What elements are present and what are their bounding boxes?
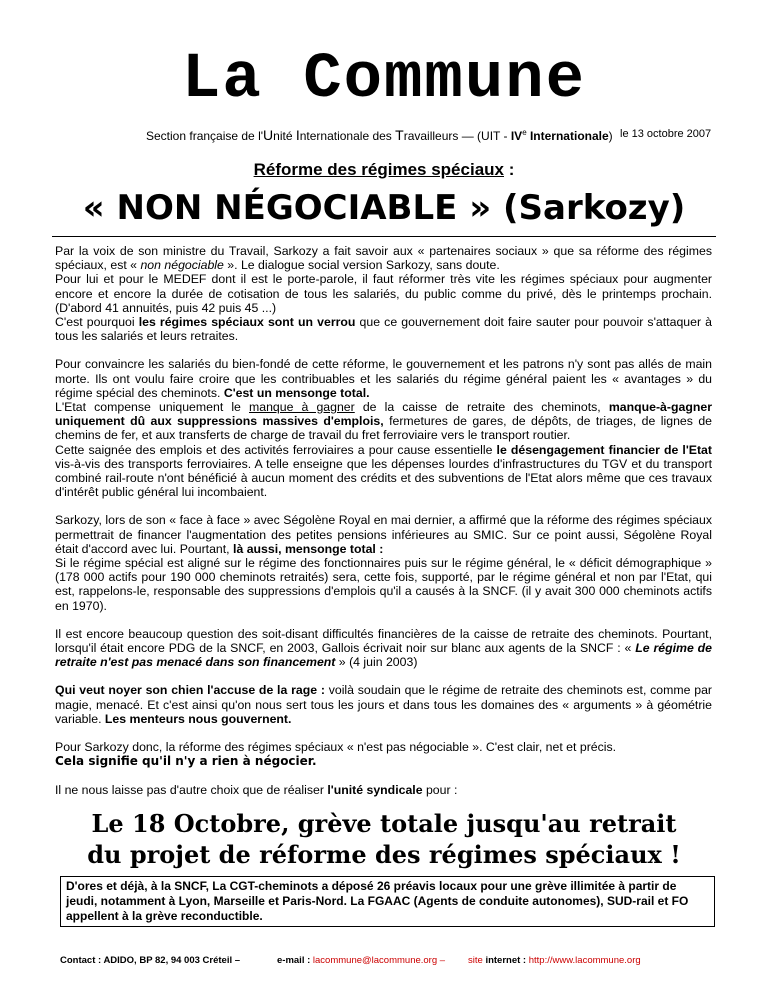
bold-text: les régimes spéciaux sont un verrou xyxy=(138,315,356,330)
text: C'est pourquoi xyxy=(55,315,139,330)
article-kicker xyxy=(0,160,768,180)
subtitle-text: Section française de l' xyxy=(146,129,264,143)
text: Par la voix de son ministre du Travail, Sarkozy a fait savoir aux « partenaires sociaux » que sa réforme des régimes spéciaux, est « xyxy=(55,244,712,273)
subtitle-sup: e xyxy=(522,128,527,137)
text: L'Etat compense uniquement le xyxy=(55,400,249,415)
text: fermetures de gares, de dépôts, de triages, de lignes de chemins de fer, et aux transferts de charge de travail du fret ferroviaire vers le transport routier. xyxy=(55,414,712,443)
black-text: Cela signifie qu'il n'y a rien à négocier. xyxy=(55,754,317,769)
site-link[interactable]: http://www.lacommune.org xyxy=(528,955,641,966)
bold-text: l'unité syndicale xyxy=(327,782,423,797)
footer-contact xyxy=(60,955,240,966)
bold-text: manque-à-gagner uniquement dû aux suppressions massives d'emplois, xyxy=(55,400,712,429)
paragraph-4 xyxy=(55,627,712,670)
bold-text: le désengagement financier de l'Etat xyxy=(496,442,712,457)
text: ». Le dialogue social version Sarkozy, sans doute. xyxy=(223,258,500,273)
text: que ce gouvernement doit faire sauter pour pouvoir s'attaquer à tous les salariés et leurs retraites. xyxy=(55,315,713,344)
subtitle-text: ravailleurs — (UIT - xyxy=(403,129,511,143)
site-label: site xyxy=(468,955,486,966)
paragraph-5 xyxy=(55,683,712,726)
subtitle-initial-i: I xyxy=(295,127,300,143)
paragraph-7 xyxy=(55,783,712,797)
headline-rule xyxy=(52,236,716,237)
text: pour : xyxy=(422,782,458,797)
text: Il est encore beaucoup question des soit-disant difficultés financières de la caisse de retraite des cheminots. Pourtant, lorsqu'il était encore PDG de la SNCF, en 2003, Gallois écrivait noir sur blanc aux agents de la SNCF : « xyxy=(55,626,712,656)
text: Il ne nous laisse pas d'autre choix que de réaliser xyxy=(55,782,328,797)
subtitle-text: nternationale des xyxy=(299,129,396,143)
strike-call-line-1: Le 18 Octobre, grève totale jusqu'au retrait xyxy=(91,809,677,838)
footer-email xyxy=(277,955,445,966)
text: vis-à-vis des transports ferroviaires. A telle enseigne que les dépenses lourdes d'infrastructures du TGV et du transport combiné rail-route n'ont bénéficié à aucun moment des crédits et des subventions de l'Etat alors même que ces travaux d'intérêt public général lui incombaient. xyxy=(55,456,712,500)
site-label-internet: internet : xyxy=(485,955,529,966)
emphasis-quote: Le régime de retraite n'est pas menacé dans son financement xyxy=(55,641,713,670)
emphasis: non négociable xyxy=(140,258,224,273)
subtitle-text: nité xyxy=(273,129,296,143)
strike-call-line-2: du projet de réforme des régimes spéciaux ! xyxy=(87,840,681,869)
bold-text: là aussi, mensonge total : xyxy=(233,541,384,556)
text: » (4 juin 2003) xyxy=(335,655,418,670)
paragraph-1 xyxy=(55,244,712,343)
contact-text: Contact : ADIDO, BP 82, 94 003 Créteil – xyxy=(60,955,241,966)
article-headline: « NON NÉGOCIABLE » (Sarkozy) xyxy=(82,188,686,228)
masthead-subtitle xyxy=(146,127,746,143)
strike-call xyxy=(0,808,768,870)
bold-text: C'est un mensonge total. xyxy=(223,385,370,400)
bold-text: Qui veut noyer son chien l'accuse de la rage : xyxy=(55,683,325,698)
subtitle-initial-u: U xyxy=(263,127,274,143)
text: voilà soudain que le régime de retraite des cheminots est, comme par magie, menacé. Et c'est ainsi qu'on nous sert tous les jours et dans tous les domaines des « arguments » à géométrie variable. xyxy=(55,683,712,726)
subtitle-text: ) xyxy=(608,129,613,143)
text: Pour Sarkozy donc, la réforme des régimes spéciaux « n'est pas négociable ». C'est clair, net et précis. xyxy=(55,740,617,755)
article-body xyxy=(55,244,712,797)
issue-date: le 13 octobre 2007 xyxy=(620,128,712,140)
text: Pour convaincre les salariés du bien-fondé de cette réforme, le gouvernement et les patrons n'y sont pas allés de main morte. Ils ont voulu faire croire que les contribuables et les salariés du régime général paient les « avantages » du régime spécial des cheminots. xyxy=(55,357,712,400)
text: Sarkozy, lors de son « face à face » avec Ségolène Royal en mai dernier, a affirmé que la réforme des régimes spéciaux permettrait de financer l'augmentation des petites pensions inférieures au SMIC. Sur ce point aussi, Ségolène Royal était d'accord avec lui. Pourtant, xyxy=(55,513,712,556)
email-label: e-mail : xyxy=(277,955,313,966)
email-link[interactable]: lacommune@lacommune.org – xyxy=(312,955,446,966)
subtitle-iv: IV xyxy=(510,129,523,143)
masthead-title: La Commune xyxy=(181,44,587,116)
kicker-tail: : xyxy=(504,160,515,179)
paragraph-3 xyxy=(55,513,712,612)
footer-site xyxy=(468,955,641,966)
subtitle-internationale: Internationale xyxy=(526,129,609,143)
subtitle-initial-t: T xyxy=(395,127,404,143)
paragraph-2 xyxy=(55,357,712,499)
bold-text: Les menteurs nous gouvernent. xyxy=(104,711,292,726)
text: Si le régime spécial est aligné sur le régime des fonctionnaires puis sur le régime général, le « déficit démographique » (178 000 actifs pour 190 000 cheminots retraités) sera, cette fois, supporté, par le régime général et non par l'Etat, qui est, rappelons-le, responsable des suppressions d'emplois qu'il a causés à la SNCF. (il y avait 300 000 cheminots actifs en 1970). xyxy=(55,556,712,613)
kicker-underlined: Réforme des régimes spéciaux xyxy=(253,160,504,179)
text: Pour lui et pour le MEDEF dont il est le porte-parole, il faut réformer très vite les régimes spéciaux pour augmenter encore et encore la durée de cotisation de tous les salariés, du public comme du privé, dès le printemps prochain. (D'abord 41 annuités, puis 42 puis 45 ...) xyxy=(55,272,712,315)
text: Cette saignée des emplois et des activités ferroviaires a pour cause essentielle xyxy=(55,442,497,457)
paragraph-6 xyxy=(55,740,712,768)
strike-notice-box: D'ores et déjà, à la SNCF, La CGT-cheminots a déposé 26 préavis locaux pour une grève illimitée à partir de jeudi, notamment à Lyon, Marseille et Paris-Nord. La FGAAC (Agents de conduite autonomes), SUD-rail et FO appellent à la grève reconductible. xyxy=(60,876,715,927)
text: de la caisse de retraite des cheminots, xyxy=(354,400,609,415)
underlined-text: manque à gagner xyxy=(249,400,355,415)
